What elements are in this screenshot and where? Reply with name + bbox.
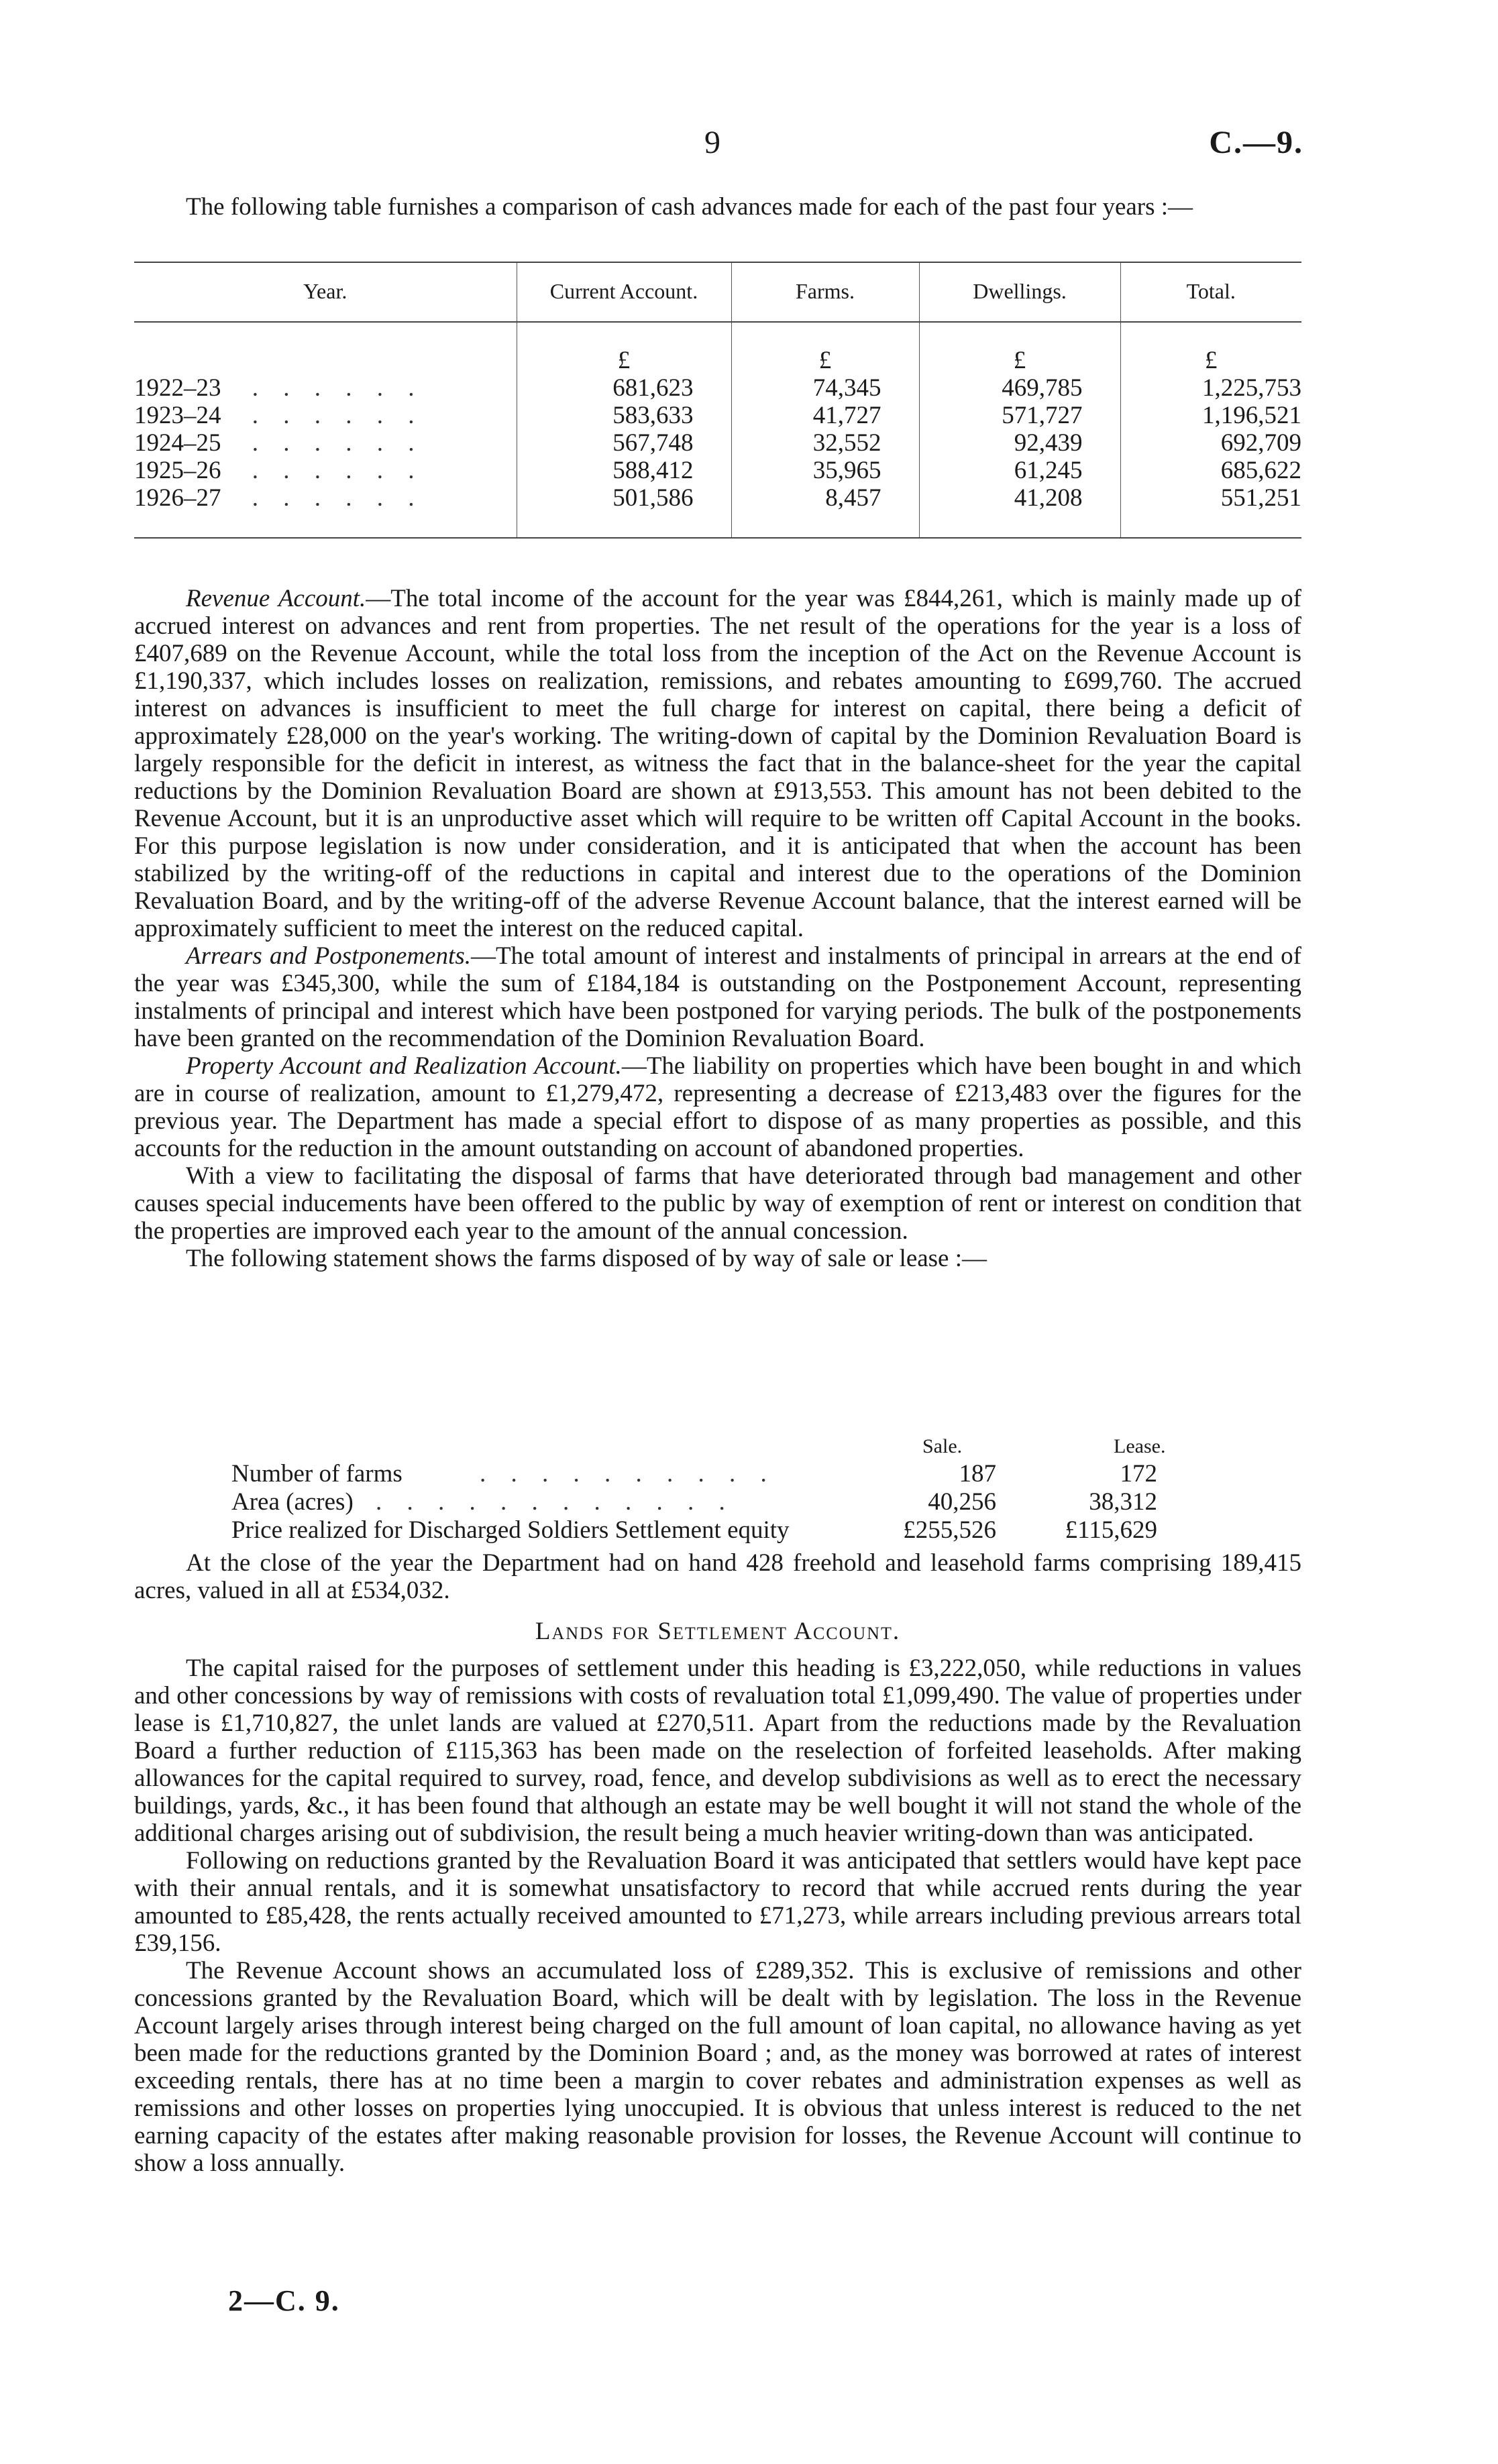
closing-text-block [134, 1549, 1301, 2177]
column-header-current-account: Current Account. [517, 262, 731, 322]
table-row [231, 1459, 1204, 1488]
table-row [134, 484, 1301, 538]
total-cell: 1,196,521 [1120, 402, 1301, 429]
sale-value: 187 [959, 1460, 996, 1488]
column-header-farms: Farms. [731, 262, 919, 322]
current-account-cell: 567,748 [517, 429, 731, 457]
body-text-block [134, 585, 1301, 1272]
dot-leader: . . . . . . . . . . . . [376, 1488, 735, 1516]
unit-cell: £ [731, 322, 919, 374]
unit-cell: £ [517, 322, 731, 374]
table-row [231, 1488, 1204, 1516]
year-cell: 1925–26 . . . . . . [134, 457, 424, 484]
total-cell: 692,709 [1120, 429, 1301, 457]
farms-cell: 8,457 [731, 484, 919, 538]
column-header-total: Total. [1120, 262, 1301, 322]
column-header-dwellings: Dwellings. [919, 262, 1120, 322]
column-header-sale: Sale. [922, 1435, 963, 1457]
total-cell: 685,622 [1120, 457, 1301, 484]
year-cell: 1922–23 . . . . . . [134, 374, 424, 402]
row-label: Price realized for Discharged Soldiers Settlement equity [231, 1516, 790, 1544]
sale-value: 40,256 [928, 1488, 996, 1516]
unit-cell: £ [1120, 322, 1301, 374]
lease-value: 38,312 [1089, 1488, 1157, 1516]
dwellings-cell: 92,439 [919, 429, 1120, 457]
revenue-account-heading: Revenue Account. [186, 585, 366, 612]
property-account-paragraph: Property Account and Realization Account.—The liability on properties which have been bought in and which are in course of realization, amount to £1,279,472, representing a decrease of £213,483 over the figures for the previous year. The Department has made a special effort to dispose of as many properties as possible, and this accounts for the reduction in the amount outstanding on account of abandoned properties. [134, 1052, 1302, 1162]
table-row [134, 429, 1301, 457]
unit-cell: £ [919, 322, 1120, 374]
units-row [134, 322, 1301, 374]
dwellings-cell: 571,727 [919, 402, 1120, 429]
table-row [134, 374, 1301, 402]
row-label: Number of farms [231, 1460, 403, 1488]
farms-cell: 41,727 [731, 402, 919, 429]
current-account-cell: 583,633 [517, 402, 731, 429]
intro-paragraph-block [134, 193, 1301, 221]
arrears-paragraph: Arrears and Postponements.—The total amount of interest and instalments of principal in arrears at the end of the year was £345,300, while the sum of £184,184 is outstanding on the Postponement Account, representing instalments of principal and interest which have been postponed for varying periods. The bulk of the postponements have been granted on the recommendation of the Dominion Revaluation Board. [134, 942, 1301, 1052]
footer-signature: 2—C. 9. [228, 2284, 340, 2317]
year-cell: 1926–27 . . . . . . [134, 484, 517, 538]
dwellings-cell: 41,208 [919, 484, 1120, 538]
arrears-heading: Arrears and Postponements. [186, 942, 471, 970]
total-cell: 1,225,753 [1120, 374, 1301, 402]
sale-value: £255,526 [903, 1516, 996, 1544]
dwellings-cell: 61,245 [919, 457, 1120, 484]
farms-table-header [231, 1435, 1204, 1459]
table-row [134, 402, 1301, 429]
column-header-year: Year. [134, 262, 517, 322]
unit-cell [134, 322, 517, 374]
table-header-row [134, 262, 1301, 322]
close-of-year-paragraph: At the close of the year the Department had on hand 428 freehold and leasehold farms comprising 189,415 acres, valued in all at £534,032. [134, 1549, 1301, 1604]
cash-advances-table [134, 262, 1301, 539]
table-row [134, 457, 1301, 484]
revenue-account-paragraph: Revenue Account.—The total income of the account for the year was £844,261, which is mainly made up of accrued interest on advances and rent from properties. The net result of the operations for the year is a loss of £407,689 on the Revenue Account, while the total loss from the inception of the Act on the Revenue Account is £1,190,337, which includes losses on realization, remissions, and rebates amounting to £699,760. The accrued interest on advances is insufficient to meet the full charge for interest on capital, there being a deficit of approximately £28,000 on the year's working. The writing-down of capital by the Dominion Revaluation Board is largely responsible for the deficit in interest, as witness the fact that in the balance-sheet for the year the capital reductions by the Dominion Revaluation Board are shown at £913,553. This amount has not been debited to the Revenue Account, but it is an unproductive asset which will require to be written off Capital Account in the books. For this purpose legislation is now under consideration, and it is anticipated that when the account has been stabilized by the writing-off of the reductions in capital and interest due to the operations of the Dominion Revaluation Board, and by the writing-off of the adverse Revenue Account balance, that the interest earned will be approximately sufficient to meet the interest on the reduced capital. [134, 585, 1301, 942]
lands-paragraph: The capital raised for the purposes of settlement under this heading is £3,222,050, while reductions in values and other concessions by way of remissions with costs of revaluation total £1,099,490. The value of properties under lease is £1,710,827, the unlet lands are valued at £270,511. Apart from the reductions made by the Revaluation Board a further reduction of £115,363 has been made on the reselection of forfeited leaseholds. After making allowances for the capital required to survey, road, fence, and develop subdivisions as well as to erect the necessary buildings, yards, &c., it has been found that although an estate may be well bought it will not stand the whole of the additional charges arising out of subdivision, the result being a much heavier writing-down than was anticipated. [134, 1655, 1301, 1847]
document-reference: C.—9. [1209, 125, 1303, 160]
inducements-paragraph: With a view to facilitating the disposal of farms that have deteriorated through bad management and other causes special inducements have been offered to the public by way of exemption of rent or interest on condition that the properties are improved each year to the amount of the annual concession. [134, 1162, 1301, 1245]
table-row [231, 1516, 1204, 1544]
farms-disposed-table [231, 1435, 1204, 1544]
current-account-cell: 588,412 [517, 457, 731, 484]
farms-cell: 32,552 [731, 429, 919, 457]
farms-cell: 74,345 [731, 374, 919, 402]
lands-for-settlement-heading: Lands for Settlement Account. [535, 1618, 901, 1645]
lease-value: 172 [1120, 1460, 1157, 1488]
row-label: Area (acres) [231, 1488, 354, 1516]
current-account-cell: 501,586 [517, 484, 731, 538]
farms-intro-paragraph: The following statement shows the farms disposed of by way of sale or lease :— [186, 1245, 987, 1272]
column-header-lease: Lease. [1114, 1435, 1166, 1457]
dwellings-cell: 469,785 [919, 374, 1120, 402]
current-account-cell: 681,623 [517, 374, 731, 402]
property-account-heading: Property Account and Realization Account. [186, 1052, 622, 1080]
lands-paragraph: The Revenue Account shows an accumulated loss of £289,352. This is exclusive of remissions and other concessions granted by the Revaluation Board, which will be dealt with by legislation. The loss in the Revenue Account largely arises through interest being charged on the full amount of loan capital, no allowance having as yet been made for the reductions granted by the Dominion Board ; and, as the money was borrowed at rates of interest exceeding rentals, there has at no time been a margin to cover rebates and administration expenses as well as remissions and other losses on properties lying unoccupied. It is obvious that unless interest is reduced to the net earning capacity of the estates after making reasonable provision for losses, the Revenue Account will continue to show a loss annually. [134, 1957, 1301, 2177]
page-number: 9 [704, 125, 720, 160]
farms-cell: 35,965 [731, 457, 919, 484]
intro-paragraph: The following table furnishes a comparison of cash advances made for each of the past four years :— [186, 193, 1193, 221]
year-cell: 1924–25 . . . . . . [134, 429, 424, 457]
year-cell: 1923–24 . . . . . . [134, 402, 424, 429]
lease-value: £115,629 [1065, 1516, 1157, 1544]
lands-paragraph: Following on reductions granted by the Revaluation Board it was anticipated that settlers would have kept pace with their annual rentals, and it is somewhat unsatisfactory to record that while accrued rents during the year amounted to £85,428, the rents actually received amounted to £71,273, while arrears including previous arrears total £39,156. [134, 1847, 1301, 1957]
dot-leader: . . . . . . . . . . [480, 1460, 776, 1488]
total-cell: 551,251 [1120, 484, 1301, 538]
